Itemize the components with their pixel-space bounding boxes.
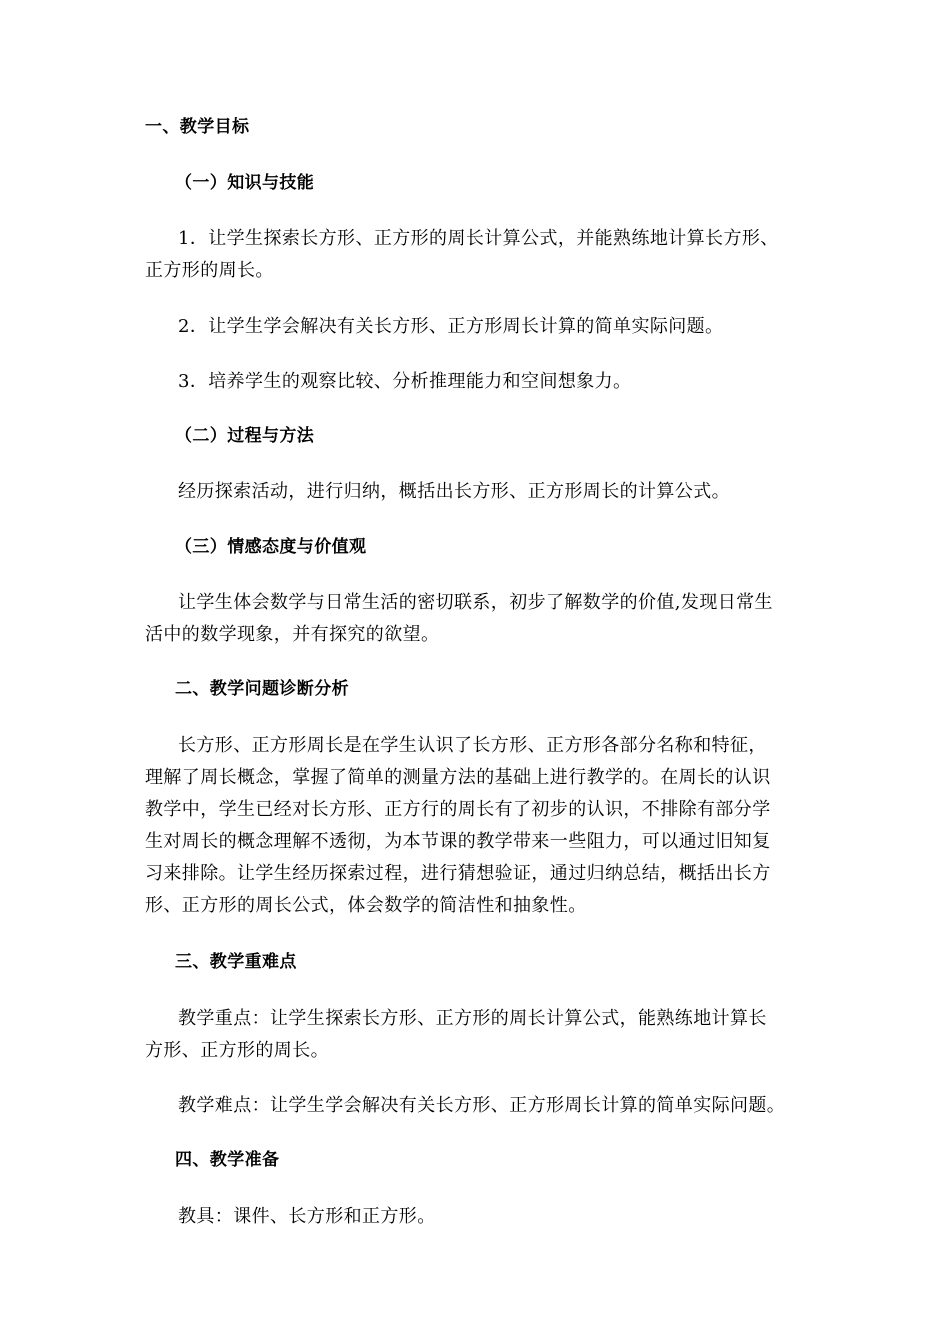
- key-point-line-1: 教学重点：让学生探索长方形、正方形的周长计算公式，能熟练地计算长: [178, 1008, 767, 1029]
- goal-item-3: 3．培养学生的观察比较、分析推理能力和空间想象力。: [178, 371, 632, 392]
- section-heading-goals: 一、教学目标: [145, 117, 250, 137]
- diagnosis-line-2: 理解了周长概念，掌握了简单的测量方法的基础上进行教学的。在周长的认识: [145, 767, 771, 788]
- preparation-text: 教具：课件、长方形和正方形。: [178, 1206, 436, 1227]
- key-point-line-2: 方形、正方形的周长。: [145, 1040, 329, 1061]
- diagnosis-line-1: 长方形、正方形周长是在学生认识了长方形、正方形各部分名称和特征，: [178, 735, 767, 756]
- diagnosis-line-4: 生对周长的概念理解不透彻，为本节课的教学带来一些阻力，可以通过旧知复: [145, 831, 771, 852]
- attitude-values-line-2: 活中的数学现象，并有探究的欲望。: [145, 624, 440, 645]
- subheading-knowledge-skills: （一）知识与技能: [175, 173, 315, 193]
- goal-item-1-line-2: 正方形的周长。: [145, 260, 274, 281]
- goal-item-1-line-1: 1．让学生探索长方形、正方形的周长计算公式，并能熟练地计算长方形、: [178, 228, 779, 249]
- section-heading-key-difficult: 三、教学重难点: [175, 952, 297, 972]
- diagnosis-line-3: 教学中，学生已经对长方形、正方行的周长有了初步的认识，不排除有部分学: [145, 799, 771, 820]
- section-heading-preparation: 四、教学准备: [175, 1150, 280, 1170]
- goal-item-2: 2．让学生学会解决有关长方形、正方形周长计算的简单实际问题。: [178, 316, 724, 337]
- process-method-text: 经历探索活动，进行归纳，概括出长方形、正方形周长的计算公式。: [178, 481, 730, 502]
- diagnosis-line-5: 习来排除。让学生经历探索过程，进行猜想验证，通过归纳总结，概括出长方: [145, 863, 771, 884]
- difficult-point: 教学难点：让学生学会解决有关长方形、正方形周长计算的简单实际问题。: [178, 1095, 786, 1116]
- subheading-attitude-values: （三）情感态度与价值观: [175, 537, 367, 557]
- attitude-values-line-1: 让学生体会数学与日常生活的密切联系，初步了解数学的价值,发现日常生: [178, 592, 773, 613]
- subheading-process-method: （二）过程与方法: [175, 426, 315, 446]
- section-heading-diagnosis: 二、教学问题诊断分析: [175, 679, 349, 699]
- diagnosis-line-6: 形、正方形的周长公式，体会数学的简洁性和抽象性。: [145, 895, 587, 916]
